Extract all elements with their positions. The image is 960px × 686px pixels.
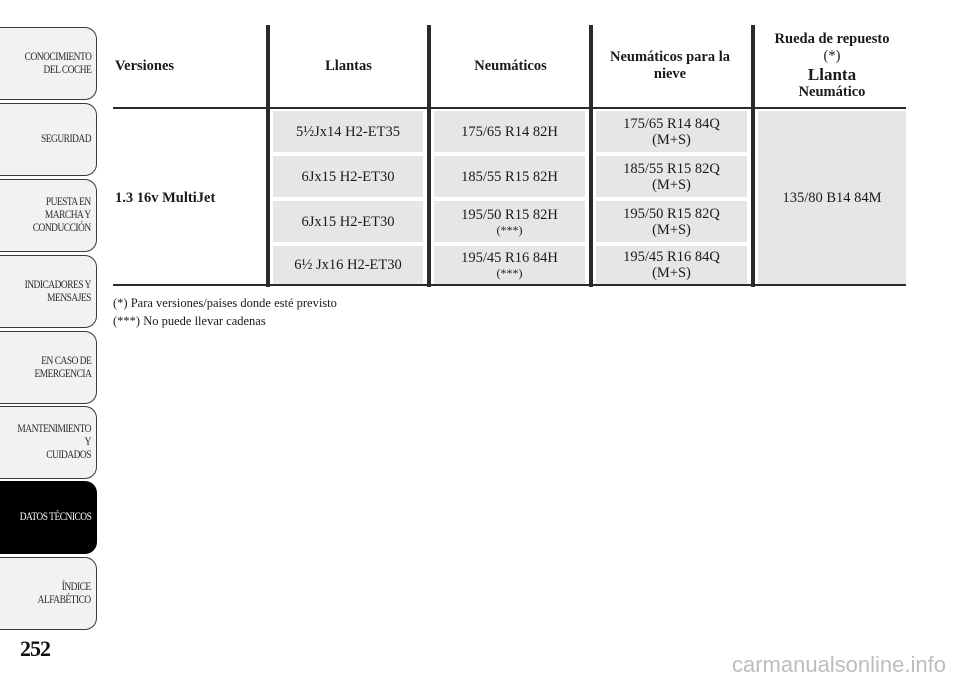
column-divider	[751, 25, 755, 287]
rim-cell	[273, 246, 423, 284]
tyre-note: (***)	[496, 266, 523, 280]
tab-puesta-en-marcha[interactable]	[0, 179, 97, 252]
footnotes	[113, 294, 337, 330]
snow-tyre-value: 175/65 R14 84Q	[623, 115, 720, 132]
footnote-chains: (***) No puede llevar cadenas	[113, 314, 266, 328]
rim-value: 5½Jx14 H2-ET35	[296, 123, 400, 140]
header-versions: Versiones	[115, 57, 175, 74]
footnote-versions: (*) Para versiones/países donde esté previsto	[113, 296, 337, 310]
snow-tyre-note: (M+S)	[652, 265, 691, 281]
header-rims: Llantas	[325, 57, 372, 74]
tyre-value: 175/65 R14 82H	[461, 123, 558, 140]
bottom-rule	[113, 284, 906, 286]
tyre-value: 195/50 R15 82H	[461, 206, 558, 223]
rim-cell	[273, 111, 423, 152]
chapter-sidebar	[0, 0, 100, 686]
tab-label: DATOS TÉCNICOS	[19, 511, 91, 523]
spare-wheel-value: 135/80 B14 84M	[782, 189, 882, 206]
tab-label: SEGURIDAD	[40, 133, 91, 145]
version-label: 1.3 16v MultiJet	[115, 190, 216, 206]
tab-conocimiento-del-coche[interactable]	[0, 27, 97, 100]
header-spare-wheel	[758, 25, 906, 107]
header-tyres: Neumáticos	[474, 57, 547, 74]
column-divider	[427, 25, 431, 287]
tyre-cell	[434, 201, 585, 242]
rim-cell	[273, 156, 423, 197]
tyre-cell	[434, 246, 585, 284]
snow-tyre-cell	[596, 201, 747, 242]
tab-indice-alfabetico[interactable]	[0, 557, 97, 630]
snow-tyre-note: (M+S)	[652, 131, 691, 148]
tab-datos-tecnicos[interactable]	[0, 481, 97, 554]
rim-value: 6Jx15 H2-ET30	[301, 168, 395, 185]
rim-value: 6½ Jx16 H2-ET30	[294, 257, 402, 273]
snow-tyre-value: 195/45 R16 84Q	[623, 249, 720, 265]
header-rule	[113, 107, 906, 109]
tyre-value: 185/55 R15 82H	[461, 168, 558, 185]
tyre-cell	[434, 111, 585, 152]
snow-tyre-note: (M+S)	[652, 176, 691, 193]
snow-tyre-value: 195/50 R15 82Q	[623, 205, 720, 222]
tab-label: ÍNDICE ALFABÉTICO	[37, 580, 91, 606]
tab-label: INDICADORES Y MENSAJES	[24, 278, 91, 304]
snow-tyre-cell	[596, 246, 747, 284]
tyre-note: (***)	[496, 222, 523, 237]
column-divider	[589, 25, 593, 287]
header-spare-title: Rueda de repuesto	[774, 31, 890, 47]
tab-seguridad[interactable]	[0, 103, 97, 176]
rim-value: 6Jx15 H2-ET30	[301, 213, 395, 230]
tab-label: PUESTA EN MARCHA Y CONDUCCIÓN	[33, 196, 91, 234]
header-spare-note: (*)	[823, 48, 841, 64]
header-spare-tyre: Neumático	[798, 84, 866, 100]
tab-label: EN CASO DE EMERGENCIA	[34, 354, 91, 380]
tab-label: CONOCIMIENTO DEL COCHE	[24, 50, 91, 76]
tab-en-caso-de-emergencia[interactable]	[0, 331, 97, 404]
column-divider	[266, 25, 270, 287]
tyre-value: 195/45 R16 84H	[461, 250, 558, 266]
tab-label: MANTENIMIENTO Y CUIDADOS	[17, 423, 92, 461]
header-spare-rim: Llanta	[807, 65, 857, 84]
snow-tyre-cell	[596, 156, 747, 197]
tyre-cell	[434, 156, 585, 197]
snow-tyre-value: 185/55 R15 82Q	[623, 160, 720, 177]
spare-wheel-cell	[758, 111, 906, 284]
watermark: carmanualsonline.info	[731, 652, 946, 677]
snow-tyre-cell	[596, 111, 747, 152]
snow-tyre-note: (M+S)	[652, 221, 691, 238]
page-number: 252	[20, 636, 50, 661]
tab-indicadores-y-mensajes[interactable]	[0, 255, 97, 328]
tab-mantenimiento-y-cuidados[interactable]	[0, 406, 97, 479]
rim-cell	[273, 201, 423, 242]
header-snow-tyres: Neumáticos para la nieve	[609, 49, 730, 82]
